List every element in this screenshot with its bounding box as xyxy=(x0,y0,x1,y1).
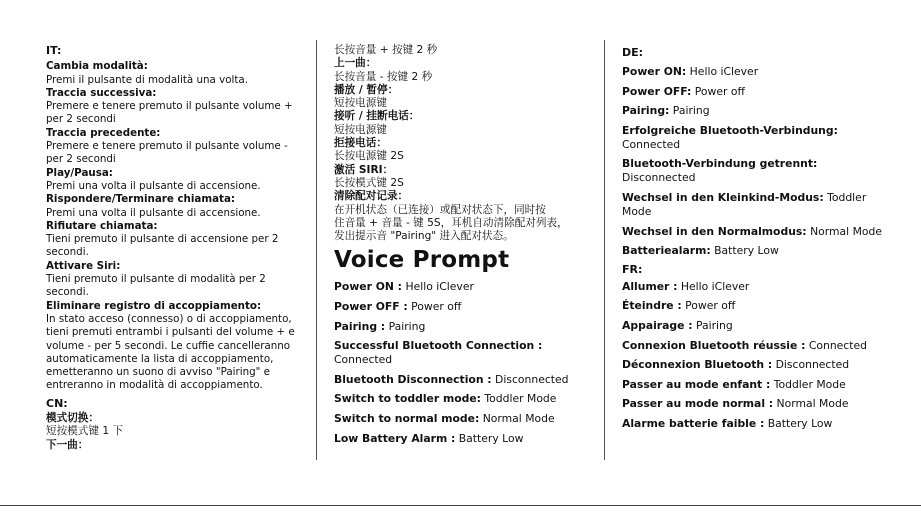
it-entry-text: secondi. xyxy=(46,286,89,299)
it-entry-title: Rifiutare chiamata: xyxy=(46,219,158,232)
de-item-label: Power OFF: xyxy=(622,84,692,98)
cn-entry-title: 上一曲： xyxy=(334,57,377,70)
fr-list xyxy=(622,280,884,431)
cn-entry-text: 住音量 + 音量 - 键 5S，耳机自动清除配对列表， xyxy=(334,216,568,229)
voice-prompt-item-value: Power off xyxy=(407,300,462,314)
voice-prompt-item-label: Successful Bluetooth Connection : xyxy=(334,339,543,353)
cn-entry-title: 模式切换： xyxy=(46,412,99,425)
voice-prompt-item-value: Hello iClever xyxy=(402,280,474,294)
voice-prompt-item xyxy=(334,300,586,314)
it-entry-text: Premere e tenere premuto il pulsante volume + xyxy=(46,100,293,113)
voice-prompt-item xyxy=(334,432,586,446)
de-list xyxy=(622,65,884,258)
it-entry-title: Cambia modalità: xyxy=(46,60,148,73)
de-item xyxy=(622,225,884,239)
fr-item-label: Passer au mode enfant : xyxy=(622,377,771,391)
cn-entry-title: 接听 / 挂断电话： xyxy=(334,110,420,123)
de-item-value: Hello iClever xyxy=(686,65,759,78)
de-item-label: Wechsel in den Normalmodus: xyxy=(622,224,807,238)
voice-prompt-item xyxy=(334,320,586,334)
fr-item-value: Toddler Mode xyxy=(770,377,846,391)
voice-prompt-item xyxy=(334,373,586,387)
de-item xyxy=(622,157,884,185)
voice-prompt-item-label: Switch to normal mode: xyxy=(334,412,480,426)
fr-item-value: Connected xyxy=(805,338,867,352)
de-item-label: Power ON: xyxy=(622,65,687,78)
de-item xyxy=(622,191,884,219)
voice-prompt-title: Voice Prompt xyxy=(334,247,510,274)
fr-item-label: Connexion Bluetooth réussie : xyxy=(622,338,806,352)
it-entry-title: Traccia precedente: xyxy=(46,126,161,139)
voice-prompt-item-value: Battery Low xyxy=(455,431,524,445)
it-entry-title: Play/Pausa: xyxy=(46,166,113,179)
voice-prompt-item-value: Connected xyxy=(334,353,393,367)
it-entry-text: Tieni premuto il pulsante di accensione per 2 xyxy=(46,233,279,246)
voice-prompt-item xyxy=(334,280,586,294)
it-entry-text: tieni premuti entrambi i pulsanti del volume + e xyxy=(46,326,295,339)
cn-entry-text: 长按音量 - 按键 2 秒 xyxy=(334,70,433,83)
fr-item-label: Alarme batterie faible : xyxy=(622,416,765,430)
fr-item-label: Déconnexion Bluetooth : xyxy=(622,358,773,372)
cn-entry-title: 拒接电话： xyxy=(334,137,387,150)
voice-prompt-item xyxy=(334,392,586,406)
voice-prompt-item-label: Bluetooth Disconnection : xyxy=(334,372,492,386)
voice-prompt-item-value: Pairing xyxy=(385,319,426,333)
it-entry-text: secondi. xyxy=(46,246,89,259)
fr-item xyxy=(622,378,884,392)
fr-item-value: Disconnected xyxy=(772,358,850,372)
de-item-value: Pairing xyxy=(669,104,710,118)
de-item xyxy=(622,124,884,152)
cn-heading: CN: xyxy=(46,396,68,410)
de-item-value: Normal Mode xyxy=(806,224,882,238)
de-item xyxy=(622,85,884,99)
cn-entry-text: 短按电源键 xyxy=(334,97,387,110)
it-entry-text: Premi una volta il pulsante di accensione. xyxy=(46,179,261,192)
it-entries xyxy=(46,60,298,392)
it-entry-title: Traccia successiva: xyxy=(46,86,157,99)
it-heading: IT: xyxy=(46,44,62,57)
fr-item-value: Pairing xyxy=(692,318,733,332)
de-item-label: Wechsel in den Kleinkind-Modus: xyxy=(622,190,824,204)
fr-item-value: Battery Low xyxy=(764,416,833,430)
de-item-value: Toddler Mode xyxy=(622,190,867,218)
column-divider-left xyxy=(316,40,317,460)
column-italian xyxy=(46,44,298,452)
it-entry-text: per 2 secondi xyxy=(46,113,116,126)
it-entry-text: Premere e tenere premuto il pulsante volume - xyxy=(46,140,288,153)
it-entry-text: per 2 secondi xyxy=(46,153,116,166)
de-item xyxy=(622,104,884,118)
de-item-value: Connected xyxy=(622,137,681,151)
de-item-label: Bluetooth-Verbindung getrennt: xyxy=(622,157,818,171)
fr-item-label: Passer au mode normal : xyxy=(622,397,774,411)
voice-prompt-item-label: Power OFF : xyxy=(334,300,408,314)
cn-entry-text: 在开机状态（已连接）或配对状态下，同时按 xyxy=(334,203,546,216)
cn-entry-text: 长按模式键 2S xyxy=(334,176,404,189)
cn-entry-text: 短按电源键 xyxy=(334,123,387,136)
voice-prompt-item-label: Switch to toddler mode: xyxy=(334,392,481,406)
fr-item-label: Éteindre : xyxy=(622,299,682,313)
fr-item-label: Appairage : xyxy=(622,318,693,332)
it-entry-text: volume - per 5 secondi. Le cuffie cancelleranno xyxy=(46,339,291,352)
de-item-label: Batteriealarm: xyxy=(622,244,711,258)
fr-item-value: Hello iClever xyxy=(677,279,750,293)
it-entry-title: Rispondere/Terminare chiamata: xyxy=(46,193,236,206)
de-heading: DE: xyxy=(622,46,644,59)
it-entry-text: entreranno in modalità di accoppiamento. xyxy=(46,379,263,392)
de-item-value: Disconnected xyxy=(622,171,696,185)
cn-entry-title: 清除配对记录： xyxy=(334,190,409,203)
cn-entry-text: 发出提示音 "Pairing" 进入配对状态。 xyxy=(334,230,514,243)
fr-item xyxy=(622,358,884,372)
cn-next-track-instruction: 长按音量 + 按键 2 秒 xyxy=(334,44,438,56)
it-entry-title: Attivare Siri: xyxy=(46,259,121,272)
de-item xyxy=(622,65,884,79)
cn-entry-title: 播放 / 暂停： xyxy=(334,83,399,96)
cn-entry-title: 激活 SIRI： xyxy=(334,163,394,176)
fr-item xyxy=(622,280,884,294)
it-entry-title: Eliminare registro di accoppiamento: xyxy=(46,299,262,312)
it-entry-text: Tieni premuto il pulsante di modalità per 2 xyxy=(46,273,266,286)
de-item-value: Power off xyxy=(691,84,745,98)
column-divider-right xyxy=(604,40,605,460)
voice-prompt-item-label: Low Battery Alarm : xyxy=(334,431,456,445)
de-item xyxy=(622,244,884,258)
cn-entries-part1 xyxy=(46,412,298,452)
it-entry-text: In stato acceso (connesso) o di accoppiamento, xyxy=(46,312,292,325)
cn-entries-part2 xyxy=(334,57,586,243)
fr-item xyxy=(622,417,884,431)
cn-entry-title: 下一曲： xyxy=(46,438,89,451)
it-entry-text: emetteranno un suono di avviso "Pairing" e xyxy=(46,366,271,379)
cn-entry-text: 短按模式键 1 下 xyxy=(46,425,124,438)
fr-item-value: Normal Mode xyxy=(773,397,849,411)
bottom-rule xyxy=(0,505,921,506)
it-entry-text: automaticamente la lista di accoppiamento, xyxy=(46,352,274,365)
voice-prompt-list xyxy=(334,280,586,445)
column-chinese-voice xyxy=(334,44,586,451)
cn-entry-text: 长按电源键 2S xyxy=(334,150,404,163)
fr-item-label: Allumer : xyxy=(622,279,678,293)
fr-item-value: Power off xyxy=(681,299,736,313)
it-entry-text: Premi una volta il pulsante di accensione. xyxy=(46,206,261,219)
it-entry-text: Premi il pulsante di modalità una volta. xyxy=(46,73,248,86)
fr-item xyxy=(622,319,884,333)
voice-prompt-item xyxy=(334,412,586,426)
fr-item xyxy=(622,339,884,353)
column-german-french xyxy=(622,46,884,437)
fr-item xyxy=(622,397,884,411)
fr-item xyxy=(622,299,884,313)
de-item-label: Pairing: xyxy=(622,104,670,118)
voice-prompt-item xyxy=(334,339,586,367)
fr-heading: FR: xyxy=(622,262,643,276)
voice-prompt-item-value: Disconnected xyxy=(491,372,569,386)
voice-prompt-item-label: Pairing : xyxy=(334,319,386,333)
de-item-value: Battery Low xyxy=(710,244,779,258)
de-item-label: Erfolgreiche Bluetooth-Verbindung: xyxy=(622,123,838,137)
voice-prompt-item-value: Normal Mode xyxy=(479,412,555,426)
voice-prompt-item-label: Power ON : xyxy=(334,280,403,294)
voice-prompt-item-value: Toddler Mode xyxy=(480,392,557,406)
